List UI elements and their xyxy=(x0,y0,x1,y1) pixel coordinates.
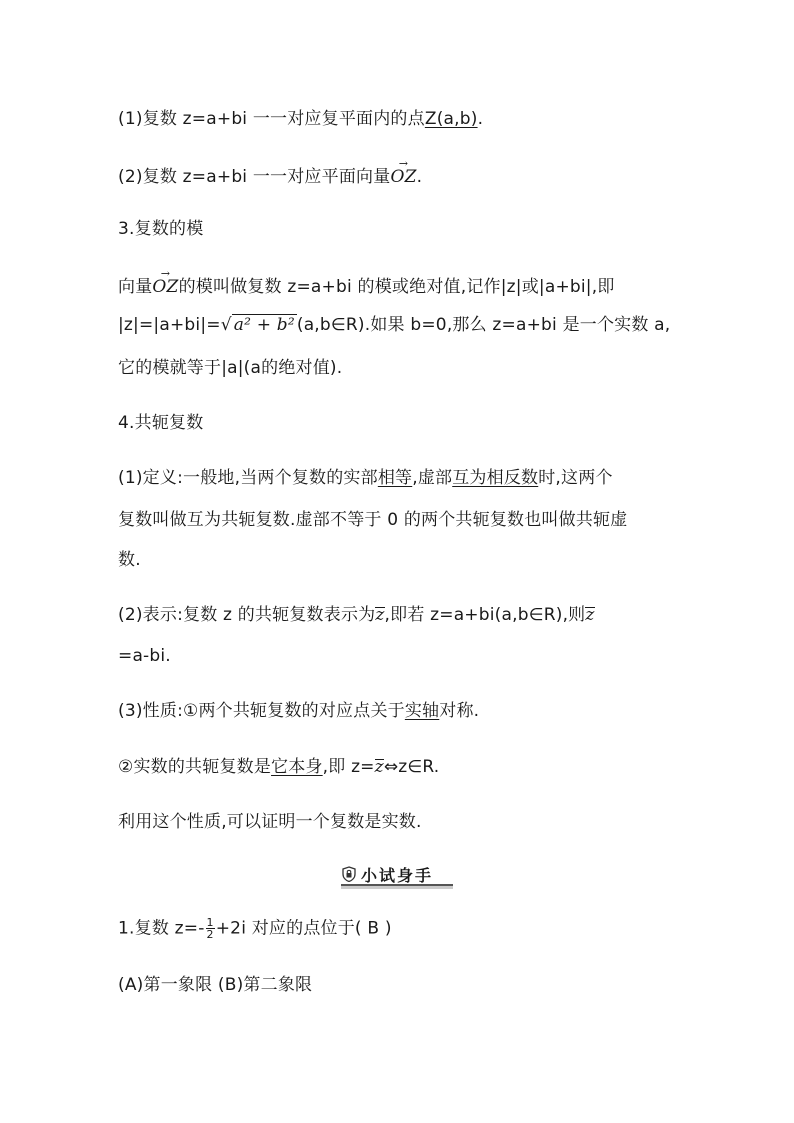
point-z-underlined: Z(a,b) xyxy=(424,109,478,129)
text-segment: 时,这两个 xyxy=(538,468,613,488)
text-line-9 xyxy=(118,604,595,626)
text-line-4 xyxy=(118,314,670,336)
text-segment: +2i 对应的点位于( B ) xyxy=(215,918,392,939)
text-segment: ,即 z= xyxy=(322,757,375,777)
lock-icon xyxy=(341,866,357,882)
text-segment: (2)复数 z=a+bi 一一对应平面向量 xyxy=(118,167,391,187)
text-segment: . xyxy=(416,167,423,187)
text-line-5: 它的模就等于|a|(a的绝对值). xyxy=(118,358,343,378)
text-line-1 xyxy=(118,108,483,130)
question-1-options: (A)第一象限 (B)第二象限 xyxy=(118,975,313,995)
section-heading-3: 3.复数的模 xyxy=(118,219,204,239)
text-segment: (1)定义:一般地,当两个复数的实部 xyxy=(118,468,378,488)
text-segment: ,即若 z=a+bi(a,b∈R),则 xyxy=(384,605,586,625)
text-segment: 1.复数 z=- xyxy=(118,918,205,939)
vector-oz: → OZ xyxy=(152,276,178,298)
text-line-11 xyxy=(118,700,479,722)
text-segment: ②实数的共轭复数是 xyxy=(118,757,272,777)
text-segment: (3)性质:①两个共轭复数的对应点关于 xyxy=(118,701,405,721)
denominator: 2 xyxy=(206,928,214,941)
text-segment: 的模叫做复数 z=a+bi 的模或绝对值,记作|z|或|a+bi|,即 xyxy=(178,277,615,297)
banner-title: 小试身手 xyxy=(361,865,434,885)
section-banner xyxy=(341,864,453,886)
text-line-13: 利用这个性质,可以证明一个复数是实数. xyxy=(118,812,422,832)
text-line-2 xyxy=(118,166,422,188)
text-line-12 xyxy=(118,756,439,778)
text-segment: (2)表示:复数 z 的共轭复数表示为 xyxy=(118,605,376,625)
conjugate-z: z xyxy=(375,605,385,625)
answer-underlined: 相等 xyxy=(377,468,413,488)
square-root: √ a² + b² xyxy=(220,315,295,335)
text-segment: |z|=|a+bi|= xyxy=(118,315,221,335)
answer-underlined: 实轴 xyxy=(404,701,440,721)
text-segment: (a,b∈R).如果 b=0,那么 z=a+bi 是一个实数 a, xyxy=(296,315,671,335)
text-segment: 向量 xyxy=(118,277,153,297)
text-segment: 对称. xyxy=(439,701,480,721)
conjugate-z: z xyxy=(585,605,595,625)
text-line-3 xyxy=(118,276,615,298)
text-line-6 xyxy=(118,467,613,489)
text-line-10: =a-bi. xyxy=(118,646,171,666)
question-1 xyxy=(118,917,392,940)
answer-underlined: 它本身 xyxy=(271,757,323,777)
text-segment: ,虚部 xyxy=(412,468,453,488)
text-line-7: 复数叫做互为共轭复数.虚部不等于 0 的两个共轭复数也叫做共轭虚 xyxy=(118,510,628,530)
text-line-8: 数. xyxy=(118,550,141,570)
radicand: a² + b² xyxy=(233,315,295,335)
fraction xyxy=(206,917,215,940)
section-heading-4: 4.共轭复数 xyxy=(118,413,204,433)
numerator: 1 xyxy=(206,916,214,929)
text-segment: ⇔z∈R. xyxy=(383,757,440,777)
conjugate-z: z xyxy=(374,757,384,777)
answer-underlined: 互为相反数 xyxy=(452,468,539,488)
vector-oz: → OZ xyxy=(390,166,416,188)
text-segment: . xyxy=(477,109,484,129)
text-segment: (1)复数 z=a+bi 一一对应复平面内的点 xyxy=(118,109,425,129)
